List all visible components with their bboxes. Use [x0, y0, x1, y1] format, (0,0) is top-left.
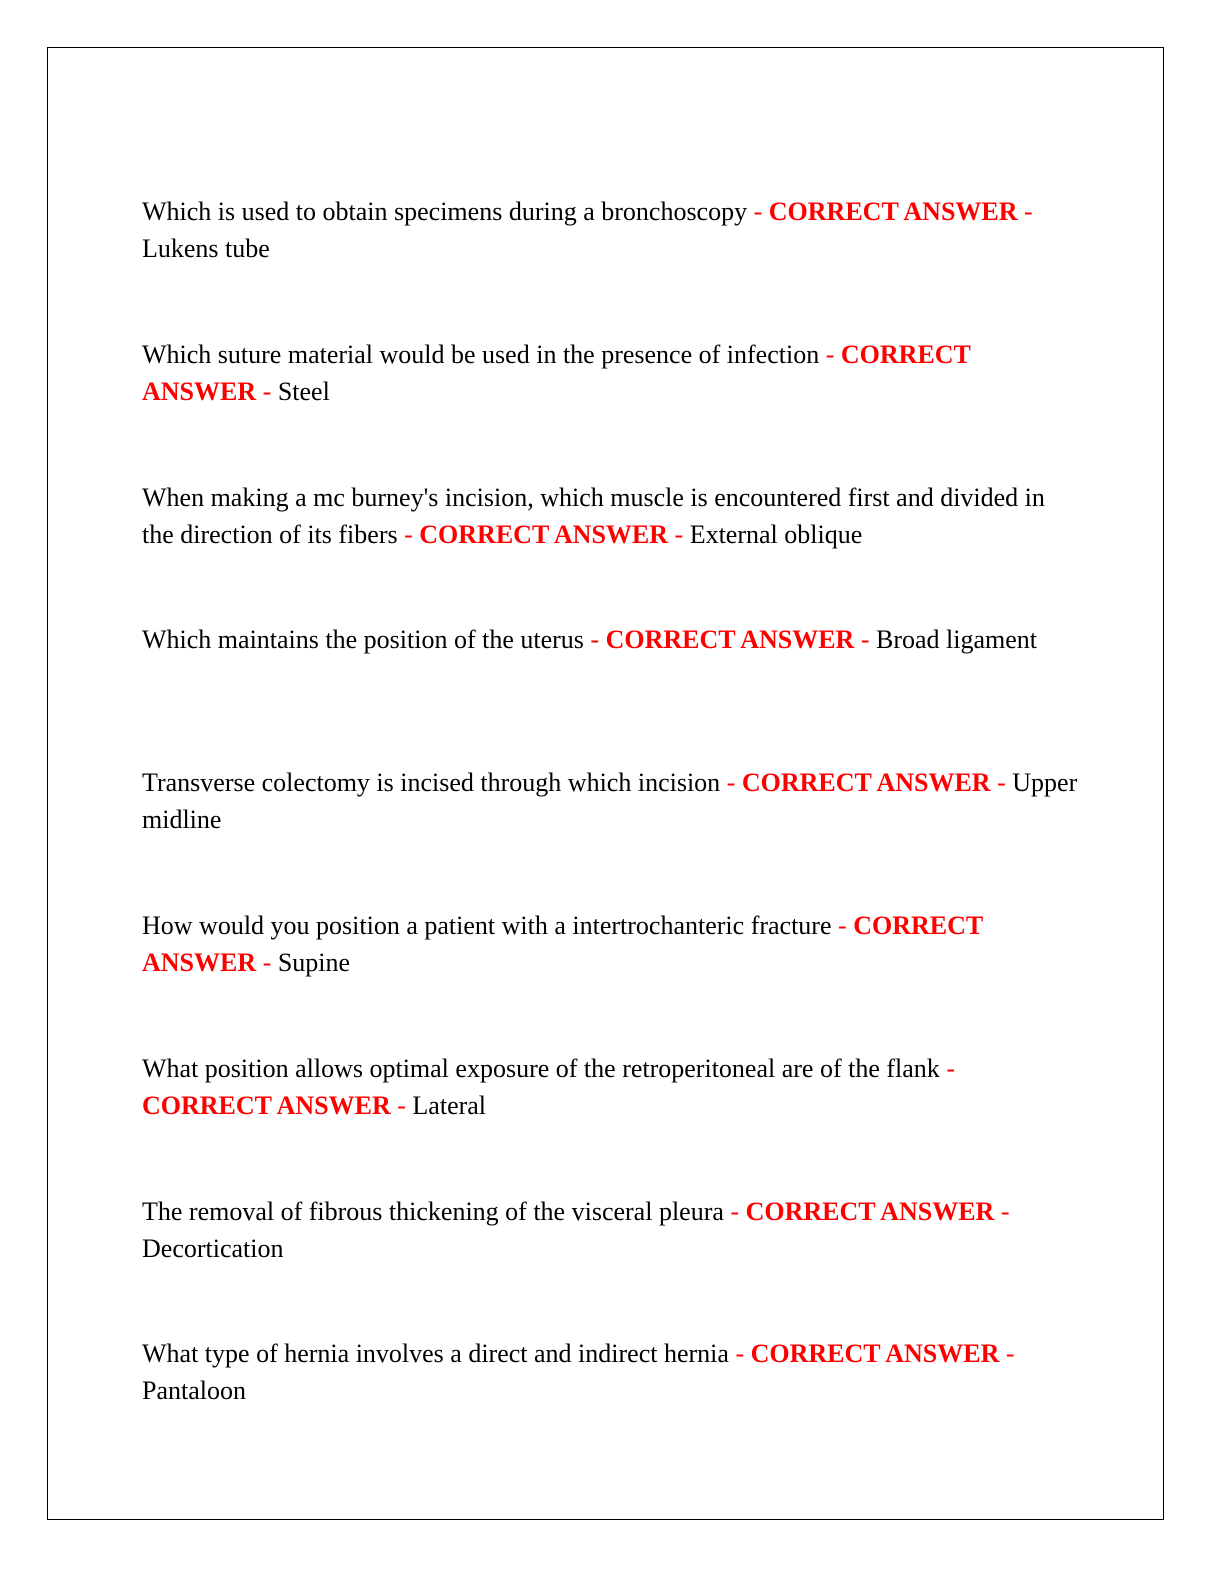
correct-answer-label: CORRECT ANSWER — [745, 1196, 995, 1226]
question-text: Which maintains the position of the uterus — [142, 625, 584, 655]
separator-dash: - — [1000, 1196, 1010, 1226]
qa-list — [142, 193, 1082, 1478]
qa-item — [142, 193, 1082, 336]
qa-item — [142, 336, 1082, 479]
qa-text — [142, 479, 1082, 553]
answer-text: External oblique — [689, 519, 863, 549]
question-text: When making a mc burney's incision, which muscle is encountered first and divided in the direction of its fibers — [142, 482, 1045, 549]
separator-dash: - — [1024, 197, 1033, 226]
answer-text: Lukens tube — [142, 234, 270, 263]
answer-text: Steel — [277, 376, 330, 406]
separator-dash: - — [730, 1196, 740, 1226]
correct-answer-label: CORRECT ANSWER — [750, 1339, 1000, 1369]
question-text: What position allows optimal exposure of the retroperitoneal are of the flank — [142, 1053, 940, 1083]
correct-answer-label: CORRECT ANSWER — [768, 197, 1018, 226]
separator-dash: - — [262, 947, 272, 977]
qa-item — [142, 764, 1082, 907]
qa-text — [142, 336, 1082, 410]
separator-dash: - — [860, 625, 870, 655]
qa-text — [142, 1335, 1082, 1409]
qa-item — [142, 1335, 1082, 1478]
qa-text — [142, 1050, 1082, 1124]
question-text: Transverse colectomy is incised through which incision — [142, 768, 721, 798]
question-text: The removal of fibrous thickening of the visceral pleura — [142, 1196, 724, 1226]
separator-dash: - — [946, 1053, 955, 1083]
separator-dash: - — [397, 1090, 406, 1120]
answer-text: Decortication — [142, 1233, 284, 1263]
separator-dash: - — [997, 768, 1006, 798]
correct-answer-label: CORRECT ANSWER — [142, 339, 971, 406]
answer-text: Supine — [277, 947, 351, 977]
separator-dash: - — [262, 376, 272, 406]
correct-answer-label: CORRECT ANSWER — [419, 519, 669, 549]
qa-item — [142, 479, 1082, 622]
separator-dash: - — [404, 519, 413, 549]
qa-text — [142, 193, 1082, 267]
answer-text: Pantaloon — [142, 1376, 246, 1406]
answer-text: Upper midline — [142, 768, 1078, 835]
question-text: What type of hernia involves a direct and indirect hernia — [142, 1339, 729, 1369]
qa-item — [142, 1050, 1082, 1193]
correct-answer-label: CORRECT ANSWER — [605, 625, 855, 655]
qa-item — [142, 621, 1082, 764]
separator-dash: - — [735, 1339, 745, 1369]
separator-dash: - — [753, 197, 763, 226]
separator-dash: - — [838, 910, 847, 940]
qa-item — [142, 1193, 1082, 1336]
qa-item — [142, 907, 1082, 1050]
qa-text — [142, 1193, 1082, 1267]
separator-dash: - — [674, 519, 684, 549]
question-text: Which is used to obtain specimens during a bronchoscopy — [142, 197, 748, 226]
answer-text: Broad ligament — [876, 625, 1038, 655]
question-text: How would you position a patient with a intertrochanteric fracture — [142, 910, 832, 940]
question-text: Which suture material would be used in the presence of infection — [142, 339, 820, 369]
separator-dash: - — [590, 625, 600, 655]
separator-dash: - — [1005, 1339, 1015, 1369]
correct-answer-label: CORRECT ANSWER — [142, 910, 983, 977]
qa-text — [142, 764, 1082, 838]
correct-answer-label: CORRECT ANSWER — [741, 768, 991, 798]
answer-text: Lateral — [412, 1090, 487, 1120]
qa-text — [142, 621, 1082, 658]
correct-answer-label: CORRECT ANSWER — [142, 1090, 391, 1120]
separator-dash: - — [825, 339, 835, 369]
qa-text — [142, 907, 1082, 981]
separator-dash: - — [726, 768, 736, 798]
